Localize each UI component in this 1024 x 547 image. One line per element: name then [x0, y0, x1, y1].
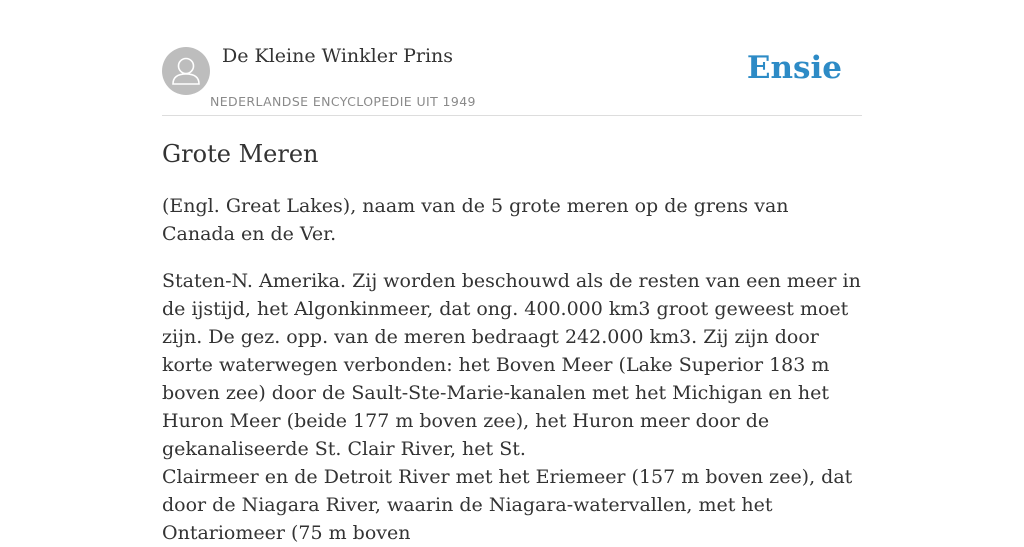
source-subtitle: NEDERLANDSE ENCYCLOPEDIE UIT 1949	[210, 94, 476, 109]
article-title: Grote Meren	[162, 140, 319, 168]
avatar-silhouette-icon	[162, 47, 210, 95]
page	[162, 0, 862, 544]
article-paragraph-2: Staten-N. Amerika. Zij worden beschouwd als de resten van een meer in de ijstijd, het Algonkinmeer, dat ong. 400.000 km3 groot geweest moet zijn. De gez. opp. van de meren bedraagt 242.000 km3. Zij zijn door korte waterwegen verbonden: het Boven Meer (Lake Superior 183 m boven zee) door de Sault-Ste-Marie-kanalen met het Michigan en het Huron Meer (beide 177 m boven zee), het Huron meer door de gekanaliseerde St. Clair River, het St.	[162, 270, 861, 460]
ensie-logo-link[interactable]: Ensie	[746, 50, 842, 86]
article-paragraph-3: Clairmeer en de Detroit River met het Eriemeer (157 m boven zee), dat door de Niagara River, waarin de Niagara-watervallen, met het Ontariomeer (75 m boven	[162, 466, 853, 544]
site-header	[162, 0, 862, 116]
source-title[interactable]: De Kleine Winkler Prins	[222, 45, 454, 67]
article-paragraph-1: (Engl. Great Lakes), naam van de 5 grote meren op de grens van Canada en de Ver.	[162, 195, 789, 245]
user-avatar-icon[interactable]	[162, 47, 210, 95]
